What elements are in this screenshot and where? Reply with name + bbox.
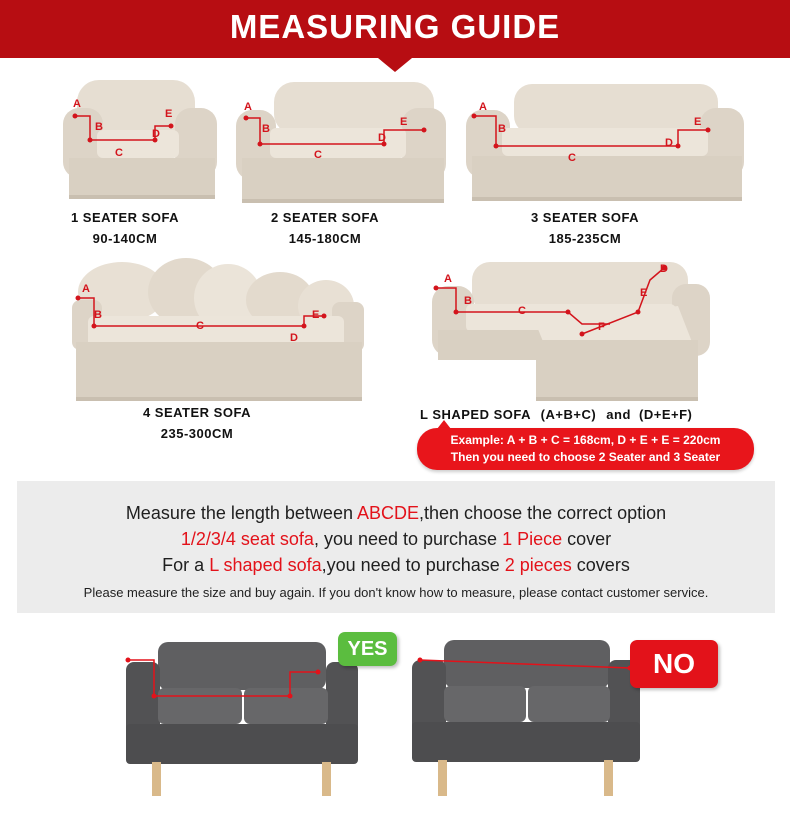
marker-b: B — [95, 121, 103, 133]
sofa-image-2-seater — [232, 80, 450, 208]
instruction-line-1 — [17, 503, 775, 524]
header-banner — [0, 0, 790, 58]
sofa-label-2-seater — [235, 207, 415, 249]
sofa-image-1-seater — [55, 78, 225, 203]
text: ,then choose the correct option — [419, 503, 667, 523]
marker-e: E — [640, 287, 648, 299]
marker-a: A — [82, 283, 90, 295]
sofa-name: 2 SEATER SOFA — [270, 210, 380, 225]
instruction-note: Please measure the size and buy again. If you don't know how to measure, please contact customer service. — [83, 585, 709, 600]
text: For a — [162, 555, 210, 575]
marker-b: B — [498, 123, 506, 135]
marker-c: C — [518, 305, 526, 317]
yes-badge: YES — [338, 632, 397, 666]
marker-c: C — [568, 152, 576, 164]
marker-e: E — [694, 116, 702, 128]
page-title: MEASURING GUIDE — [229, 8, 561, 45]
marker-d: D — [660, 263, 668, 275]
formula-2: (D+E+F) — [639, 407, 693, 422]
sofa-size: 185-235CM — [548, 231, 622, 246]
marker-c: C — [196, 320, 204, 332]
marker-c: C — [115, 147, 123, 159]
sofa-image-3-seater — [462, 80, 748, 206]
highlight: L shaped sofa — [209, 555, 322, 575]
sofa-name: L SHAPED SOFA — [420, 407, 531, 422]
text: ,you need to purchase — [321, 555, 505, 575]
marker-b: B — [94, 309, 102, 321]
no-badge: NO — [630, 640, 718, 688]
sofa-name: 1 SEATER SOFA — [70, 210, 180, 225]
sofa-size: 145-180CM — [288, 231, 362, 246]
sofa-label-1-seater — [40, 207, 210, 249]
marker-b: B — [464, 295, 472, 307]
highlight: 2 pieces — [504, 555, 572, 575]
highlight: ABCDE — [356, 503, 419, 523]
example-line-1: Example: A + B + C = 168cm, D + E + E = 220cm — [450, 433, 721, 447]
marker-d: D — [290, 332, 298, 344]
text: Measure the length between — [125, 503, 357, 523]
example-callout — [417, 428, 754, 470]
marker-d: D — [378, 132, 386, 144]
formula-1: (A+B+C) — [540, 407, 597, 422]
marker-a: A — [73, 98, 81, 110]
instructions-box — [17, 481, 775, 613]
wrong-measure-sofa — [408, 632, 644, 800]
sofa-name: 3 SEATER SOFA — [530, 210, 640, 225]
marker-a: A — [244, 101, 252, 113]
header-pointer — [378, 58, 412, 72]
sofa-label-3-seater — [495, 207, 675, 249]
marker-e: E — [312, 309, 320, 321]
formula-joiner: and — [606, 407, 631, 422]
text: covers — [571, 555, 630, 575]
example-line-2: Then you need to choose 2 Seater and 3 Seater — [450, 450, 721, 464]
marker-a: A — [479, 101, 487, 113]
sofa-image-4-seater — [68, 256, 368, 406]
sofa-image-l-shaped — [428, 258, 713, 406]
highlight: 1/2/3/4 seat sofa — [180, 529, 314, 549]
correct-measure-sofa — [122, 640, 362, 800]
marker-a: A — [444, 273, 452, 285]
instruction-line-2 — [17, 529, 775, 550]
sofa-label-4-seater — [107, 402, 287, 444]
sofa-label-l-shaped — [420, 404, 755, 425]
marker-f: F — [598, 321, 605, 333]
marker-d: D — [152, 128, 160, 140]
sofa-size: 235-300CM — [160, 426, 234, 441]
instruction-line-3 — [17, 555, 775, 576]
highlight: 1 Piece — [502, 529, 563, 549]
marker-c: C — [314, 149, 322, 161]
marker-b: B — [262, 123, 270, 135]
marker-d: D — [665, 137, 673, 149]
marker-e: E — [400, 116, 408, 128]
text: cover — [562, 529, 612, 549]
text: , you need to purchase — [313, 529, 503, 549]
sofa-size: 90-140CM — [92, 231, 158, 246]
sofa-name: 4 SEATER SOFA — [142, 405, 252, 420]
marker-e: E — [165, 108, 173, 120]
